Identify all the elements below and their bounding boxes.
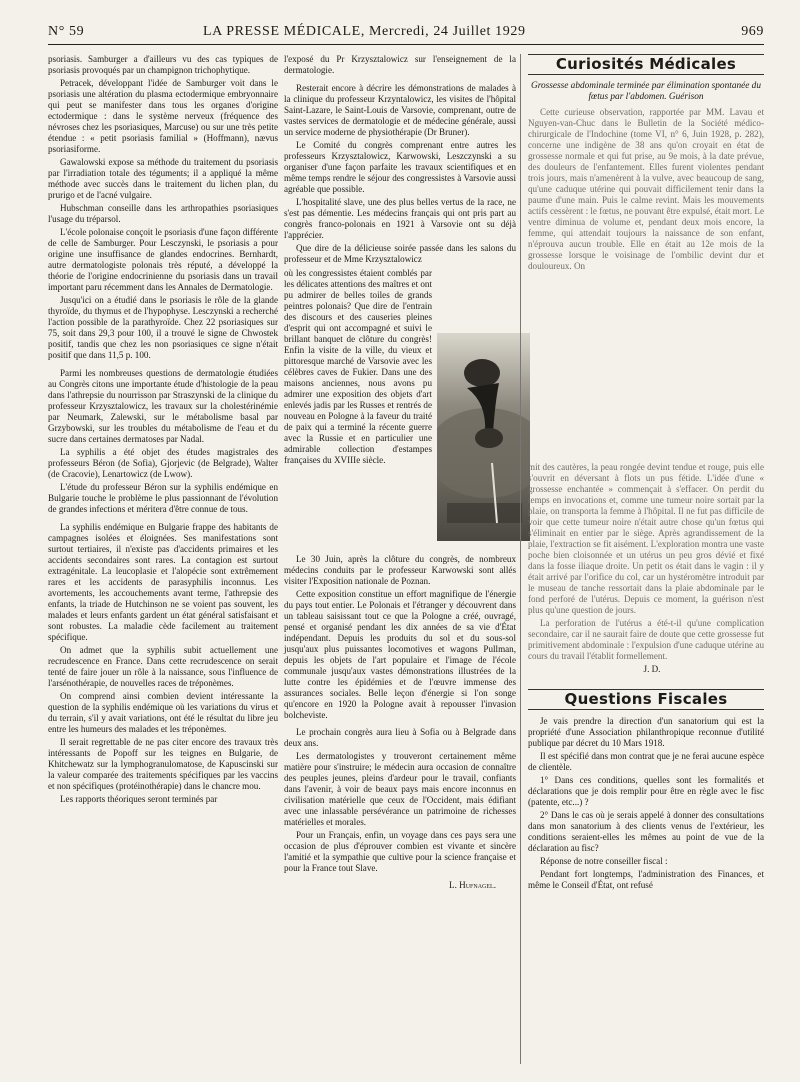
article-paragraph: 1° Dans ces conditions, quelles sont les formalités et déclarations que je dois remplir pour être en règle avec le fisc (patente, etc...) ? (528, 775, 764, 807)
column-middle-bottom (284, 554, 516, 891)
article-paragraph: Je vais prendre la direction d'un sanatorium qui est la propriété d'une Association philanthropique reconnue d'utilité publique par décret du 10 Mars 1918. (528, 716, 764, 748)
section-title-curiosites: Curiosités Médicales (555, 55, 737, 73)
photo-gap (528, 274, 764, 462)
article-paragraph: Pour un Français, enfin, un voyage dans ces pays sera une occasion de plus d'éprouver combien est vivante et sincère l'amitié et la sympathie que cultive pour la science française et pour la France tout Slave. (284, 830, 516, 873)
article-paragraph: Pendant fort longtemps, l'administration des Finances, et même le Conseil d'État, ont refusé (528, 869, 764, 890)
article-paragraph: La syphilis endémique en Bulgarie frappe des habitants de campagnes isolées et éloignées. Ses manifestations sont surtout tertiaires, il n'existe pas d'accidents primaires et les accidents secondaires sont rares. La contagion est surtout extragénitale. La leucoplasie et l'alopécie sont extrêmement rares et les accidents de parasyphilis inconnus. Les avortements, les accouchements avant terme, l'athrepsie des enfants, la triade de Hutchinson ne se voient pas souvent, les malades et leurs enfants gardent un état général satisfaisant et sont robustes. La maladie cède facilement au traitement spécifique. (48, 522, 278, 642)
author-signature: L. Hufnagel. (449, 880, 496, 890)
section-rule (528, 74, 764, 75)
issue-number: N° 59 (48, 24, 85, 39)
article-paragraph: Réponse de notre conseiller fiscal : (540, 856, 668, 866)
article-paragraph: Cette exposition constitue un effort magnifique de l'énergie du pays tout entier. Le Polonais et l'étranger y découvrent dans un tableau saisissant tout ce que la Pologne a créé, ouvragé, pensé et organisé pendant les dix années de sa vie d'État indépendant. Depuis les produits du sol et du sous-sol jusqu'aux plus puissantes locomotives et wagons Pullman, depuis les objets de l'art populaire et l'image de l'école communale jusqu'aux vastes démonstrations illustrées de la lutte contre les épidémies et de l'œuvre immense des assurances sociales. Belle leçon d'énergie si l'on songe qu'encore en 1920 la Pologne avait à repousser l'invasion bolcheviste. (284, 589, 516, 720)
article-paragraph: Cette curieuse observation, rapportée par MM. Lavau et Nguyen-van-Chuc dans le Bulletin de la Société médico-chirurgicale de l'Indochine (tome VI, n° 6, Juin 1928, p. 282), concerne une indigène de 38 ans qu'on croyait en état de grossesse normale et qui fut prise, au 9e mois, à la date prévue, des douleurs de l'enfantement. Elles furent violentes pendant trois jours, mais n'amenèrent à la vulve, avec beaucoup de sang, qu'une caduque utérine qui pouvait difficilement tenir dans la paume d'une main. Puis le calme revint. Mais les mouvements actifs cessèrent : le fœtus, ne pouvant être expulsé, était mort. Le ventre diminua de volume et, pendant deux mois encore, la femme, qui attendait toujours la naissance de son enfant, n'éprouva aucun trouble. Elle en était au 12e mois de la grossesse lorsque le voisinage de l'ombilic devint dur et douloureux. On (528, 107, 764, 271)
article-paragraph: l'exposé du Pr Krzysztalowicz sur l'enseignement de la dermatologie. (284, 54, 516, 75)
article-paragraph: Jusqu'ici on a étudié dans le psoriasis le rôle de la glande thyroïde, du thymus et de l'hypophyse. Lesczynski a recherché l'action possible de la parathyroïde. Chez 22 psoriasiques sur 75, soit dans 29,3 pour 100, il a trouvé le signe de Chwostek positif, tandis que chez les non psoriasiques ce signe n'était positif que dans 11,5 p. 100. (48, 295, 278, 360)
column-middle-top (284, 54, 516, 267)
article-paragraph: L'étude du professeur Béron sur la syphilis endémique en Bulgarie touche le problème le plus passionnant de l'évolution de grandes infections et méritera d'être connue de tous. (48, 482, 278, 514)
article-paragraph: Que dire de la délicieuse soirée passée dans les salons du professeur et de Mme Krzysztalowicz (284, 243, 516, 264)
publication-title: LA PRESSE MÉDICALE, Mercredi, 24 Juillet 1929 (203, 24, 526, 39)
article-paragraph: L'école polonaise conçoit le psoriasis d'une façon différente de celle de Samburger. Pour Lesczynski, le psoriasis a pour origine une insuffisance de glandes endocrines. Bernhardt, autre dermatologiste polonais très réputé, a développé la théorie de l'origine endocrinienne du psoriasis dans un travail important paru récemment dans les Annales de Dermatologie. (48, 227, 278, 292)
article-paragraph: On admet que la syphilis subit actuellement une recrudescence en France. Dans cette recrudescence on serait tenté de faire jouer un rôle à la naissance, sous l'influence de l'arsénothérapie, de nouvelles races de tréponèmes. (48, 645, 278, 688)
article-paragraph: Hubschman conseille dans les arthropathies psoriasiques l'usage du tréparsol. (48, 203, 278, 224)
section-title-questions-fiscales: Questions Fiscales (564, 690, 728, 708)
article-paragraph: Le 30 Juin, après la clôture du congrès, de nombreux médecins conduits par le professeur Karwowski sont allés visiter l'Exposition nationale de Poznan. (284, 554, 516, 586)
column-middle-narrow (284, 268, 432, 466)
medical-photograph (437, 333, 530, 541)
article-paragraph: Gawalowski expose sa méthode du traitement du psoriasis par l'irradiation totale des téguments; il a appliqué la même méthode avec succès dans le traitement du lichen plan, du prurigo et de l'acné vulgaire. (48, 157, 278, 200)
article-paragraph: Petracek, développant l'idée de Samburger voit dans le psoriasis une altération du plasma ectodermique embryonnaire qui peut se manifester dans tous les organes d'origine ectodermique : dans le système nerveux (fréquence des névroses chez les psoriasiques, Marcuse) ou sur une très petite étendue : « petit psoriasis familial » (Hoffmann), nævus psoriasiforme. (48, 78, 278, 154)
article-paragraph: La syphilis a été objet des études magistrales des professeurs Béron (de Sofia), Gjorjevic (de Belgrade), Walter (de Cracovie), Lenartowicz (de Lwow). (48, 447, 278, 479)
article-paragraph: Le Comité du congrès comprenant entre autres les professeurs Krzysztalowicz, Karwowski, Leszczynski a su organiser d'une façon parfaite les travaux scientifiques et en même temps rendre le séjour des congressistes à Varsovie aussi agréable que possible. (284, 140, 516, 194)
page-number: 969 (741, 24, 764, 39)
header-rule (48, 44, 764, 45)
article-paragraph: 2° Dans le cas où je serais appelé à donner des consultations dans mon sanatorium à des clients venus de l'extérieur, les conditions seraient-elles les mêmes au point de vue de la déclaration au fisc? (528, 810, 764, 853)
article-paragraph: mit des cautères, la peau rongée devint tendue et rouge, puis elle s'ouvrit en déversant à flots un pus fétide. L'idée d'une « grossesse enchantée » commençait à s'effacer. On perdit du temps en invocations et, comme une tumeur noire sortait par la plaie, on transporta la femme à l'hôpital. Il ne fut pas difficile de voir que cette tumeur noire n'était autre chose qu'un fœtus qui s'éliminait en entier par le siège. Après agrandissement de la plaie, l'extraction se fit aisément. L'exploration montra une vaste poche bien cloisonnée et un utérus un peu gros dévié et fixé dans la fosse iliaque droite. Un petit os était dans le vagin : il y était arrivé par l'orifice du col, car un hystéromètre introduit par le museau de tanche ressortait dans la plaie abdominale par le fond perforé de l'utérus. Depuis ce moment, la guérison n'est plus qu'une question de jours. (528, 462, 764, 615)
article-paragraph: L'hospitalité slave, une des plus belles vertus de la race, ne s'est pas démentie. Les médecins français qui ont pris part au congrès franco-polonais en 1921 à Varsovie ont su déjà l'apprécier. (284, 197, 516, 240)
article-paragraph: Les rapports théoriques seront terminés par (60, 794, 218, 804)
article-paragraph: Parmi les nombreuses questions de dermatologie étudiées au Congrès citons une importante étude d'histologie de la peau dans l'athrepsie du nourrisson par Straszynski de la clinique du professeur Krzysztalowicz, les travaux sur la cholestérinémie par Neumark, Zalewski, sur le métabolisme basal par Grzybowski, sur les troubles du métabolisme de l'eau et du sucre dans certaines dermatoses par Nadal. (48, 368, 278, 444)
article-paragraph: Le prochain congrès aura lieu à Sofia ou à Belgrade dans deux ans. (284, 727, 516, 748)
article-paragraph: Resterait encore à décrire les démonstrations de malades à la clinique du professeur Krzyntalowicz, les visites de l'hôpital Saint-Lazare, le Saint-Louis de Varsovie, comprenant, outre de vastes services de dermatologie et de médecine générale, aussi un service moderne de physiothérapie (Dr Bruner). (284, 83, 516, 137)
article-subtitle: Grossesse abdominale terminée par élimination spontanée du fœtus par l'abdomen. Guérison (531, 81, 761, 102)
page-header (48, 24, 764, 42)
fetus-photo-image (437, 333, 530, 541)
article-paragraph: Il est spécifié dans mon contrat que je ne ferai aucune espèce de clientèle. (528, 751, 764, 772)
article-paragraph: où les congressistes étaient comblés par les délicates attentions des maîtres et ont pu admirer de belles toiles de grands peintres polonais? Que dire de l'entrain des discours et des causeries pleines d'esprit qui ont accompagné et suivi le brillant banquet de clôture du congrès! Enfin la visite de la ville, du vieux et pittoresque marché de Varsovie avec les célèbres caves de Fukier. Dans une des maisons anciennes, nous avons pu admirer une exposition des objets d'art enlevés jadis par les Russes et rentrés de nouveau en Pologne à la faveur du traité de paix qui a terminé la récente guerre avec la Russie et en particulier une admirable collection d'estampes françaises du XVIIIe siècle. (284, 268, 432, 465)
column-right (528, 54, 764, 893)
column-left (48, 54, 278, 807)
column-divider (520, 54, 521, 1064)
article-signature: J. D. (643, 664, 661, 674)
article-paragraph: Il serait regrettable de ne pas citer encore des travaux très intéressants de Popoff sur les teignes en Bulgarie, de Khitchewatz sur la lymphogranulomatose, de Kapuscinski sur la valeur comparée des traitements spécifiques par les vaccins et non spécifiques (protéinothérapie) dans le chancre mou. (48, 737, 278, 791)
article-paragraph: Les dermatologistes y trouveront certainement même matière pour s'instruire; le médecin aura occasion de connaître des peuples jeunes, pleins d'ardeur pour le travail, confiants dans l'avenir, à voir de beaux pays mais encore inconnus en civilisation matérielle que ceux de l'Occident, mais édifiant avec une inlassable persévérance un patrimoine de richesses matérielles et morales. (284, 751, 516, 827)
article-paragraph: psoriasis. Samburger a d'ailleurs vu des cas typiques de psoriasis provoqués par un champignon trichophytique. (48, 54, 278, 75)
article-paragraph: La perforation de l'utérus a été-t-il qu'une complication secondaire, car il ne saurait faire de doute que cette grossesse fut primitivement abdominale : l'expulsion d'une caduque utérine au cours du travail l'établit formellement. (528, 618, 764, 661)
article-paragraph: On comprend ainsi combien devient intéressante la question de la syphilis endémique où les variations du virus et du terrain, s'il y avait variations, ont été le résultat du libre jeu entre les humeurs des malades et les tréponèmes. (48, 691, 278, 734)
